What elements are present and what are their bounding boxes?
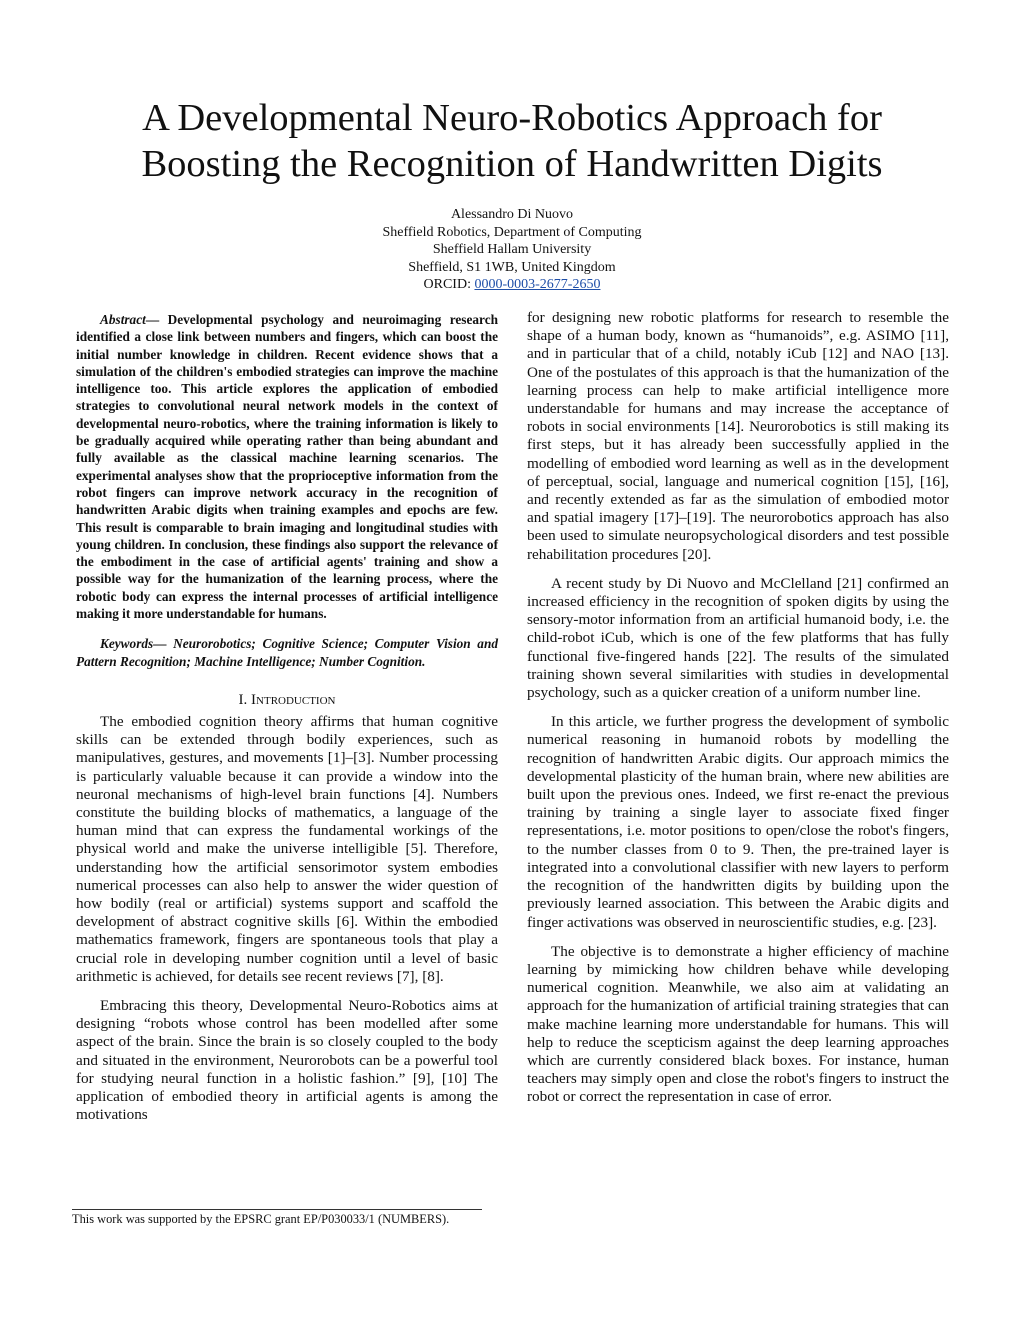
abstract bbox=[76, 311, 498, 622]
paragraph: The embodied cognition theory affirms that human cognitive skills can be extended through bodily experiences, such as manipulatives, gestures, and movements [1]–[3]. Number processing is particularly valuable because it can provide a window into the neuronal mechanisms of high-level brain functions [4]. Numbers constitute the building blocks of mathematics, a language of the human mind that can express the fundamental workings of the physical world and make the universe intelligible [5]. Therefore, understanding how the artificial sensorimotor system embodies numerical processes can also help to answer the wider question of how bodily (real or artificial) systems support and scaffold the development of abstract cognitive skills [6]. Within the embodied mathematics framework, fingers are spontaneous tools that play a crucial role in developing number cognition until a level of basic arithmetic is achieved, for details see recent reviews [7], [8]. bbox=[76, 712, 498, 985]
keywords-label: Keywords— bbox=[100, 636, 167, 652]
abstract-label: Abstract bbox=[100, 312, 146, 327]
keywords-text: Neurorobotics; Cognitive Science; Computer Vision and Pattern Recognition; Machine Intelligence; Number Cognition. bbox=[76, 636, 499, 669]
section-title: Introduction bbox=[251, 691, 336, 708]
title-line: A Developmental Neuro-Robotics Approach for bbox=[142, 97, 882, 139]
section-number: I. bbox=[238, 691, 252, 708]
keywords bbox=[76, 635, 498, 670]
author-address: Sheffield, S1 1WB, United Kingdom bbox=[408, 259, 616, 275]
author-university: Sheffield Hallam University bbox=[432, 242, 592, 258]
right-column bbox=[527, 309, 949, 1107]
author-name: Alessandro Di Nuovo bbox=[450, 207, 574, 222]
footnote-divider bbox=[72, 1209, 482, 1210]
left-column bbox=[76, 311, 498, 1124]
paragraph: for designing new robotic platforms for research to resemble the shape of a human body, known as “humanoids”, e.g. ASIMO [11], and in particular that of a child, notably iCub [12] and NAO [13]. One of the postulates of this approach is that the humanization of the learning process can help to make artificial intelligence more understandable for humans and may increase the acceptance of robots in social environments [14]. Neurorobotics is still making its first steps, but it has already been successfully applied in the modelling of embodied word learning as well as in the development of perceptual, social, language and numerical cognition [15], [16], and recently extended as far as the simulation of embodied motor and spatial imagery [17]–[19]. The neurorobotics approach has also been used to simulate neuropsychological disorders and test possible rehabilitation procedures [20]. bbox=[527, 309, 949, 563]
abstract-text: Developmental psychology and neuroimaging research identified a close link between numbers and fingers, which can boost the initial number knowledge in children. Recent evidence shows that a simulation of the children's embodied strategies can improve the machine intelligence too. This article explores the application of embodied strategies to convolutional neural network models in the context of developmental neuro-robotics, where the training information is likely to be gradually acquired while operating rather than being abundant and fully available as the classical machine learning scenarios. The experimental analyses show that the proprioceptive information from the robot fingers can improve network accuracy in the recognition of handwritten Arabic digits when training examples and epochs are few. This result is comparable to brain imaging and longitudinal studies with young children. In conclusion, these findings also support the relevance of the embodiment in the case of artificial agents' training and show a possible way for the humanization of the learning process, where the robotic body can express the internal processes of artificial intelligence making it more understandable for humans. bbox=[76, 312, 498, 622]
orcid-link[interactable]: 0000-0003-2677-2650 bbox=[474, 277, 601, 293]
paragraph: A recent study by Di Nuovo and McClelland [21] confirmed an increased efficiency in the recognition of spoken digits by using the sensory-motor information from an artificial humanoid body, i.e. the child-robot iCub, which is one of the few platforms that has fully functional five-fingered hands [22]. The results of the simulated training shown several similarities with studies in developmental psychology, such as a quicker creation of a uniform number line. bbox=[527, 574, 949, 702]
title-line: Boosting the Recognition of Handwritten Digits bbox=[141, 143, 883, 185]
abstract-dash: — bbox=[145, 312, 168, 327]
paper-title bbox=[60, 95, 964, 187]
section-heading bbox=[76, 691, 498, 709]
paragraph: In this article, we further progress the development of symbolic numerical reasoning in humanoid robots by modelling the recognition of handwritten Arabic digits. Our approach mimics the developmental plasticity of the human brain, where new abilities are built upon the previous ones. Indeed, we first re-enact the previous training by training a single layer to associate fixed finger representations, i.e. motor positions to open/close the robot's fingers, to the number classes from 0 to 9. Then, the pre-trained layer is integrated into a convolutional classifier with new layers to perform the recognition of the handwritten digits by building upon the previously learned association. This between the Arabic digits and finger activations was observed in neuroscientific studies, e.g. [23]. bbox=[527, 713, 949, 931]
orcid-label: ORCID: bbox=[423, 277, 475, 293]
footnote: This work was supported by the EPSRC grant EP/P030033/1 (NUMBERS). bbox=[72, 1212, 450, 1226]
paragraph: Embracing this theory, Developmental Neuro-Robotics aims at designing “robots whose control has been modelled after some aspect of the brain. Since the brain is so closely coupled to the body and situated in the environment, Neurorobots can be a powerful tool for studying neural function in a holistic fashion.” [9], [10] The application of embodied theory in artificial agents is among the motivations bbox=[76, 996, 498, 1124]
author-block bbox=[212, 206, 812, 294]
orcid-line bbox=[212, 276, 812, 294]
author-affiliation: Sheffield Robotics, Department of Computing bbox=[382, 224, 642, 240]
paragraph: The objective is to demonstrate a higher efficiency of machine learning by mimicking how children behave while developing numerical cognition. Meanwhile, we also aim at validating an approach for the humanization of artificial training strategies that can make machine learning more understandable for humans. This will help to reduce the scepticism against the deep learning approaches which are currently considered black boxes. For instance, human teachers may simply open and close the robot's fingers to instruct the robot or correct the representation in case of error. bbox=[527, 942, 949, 1106]
